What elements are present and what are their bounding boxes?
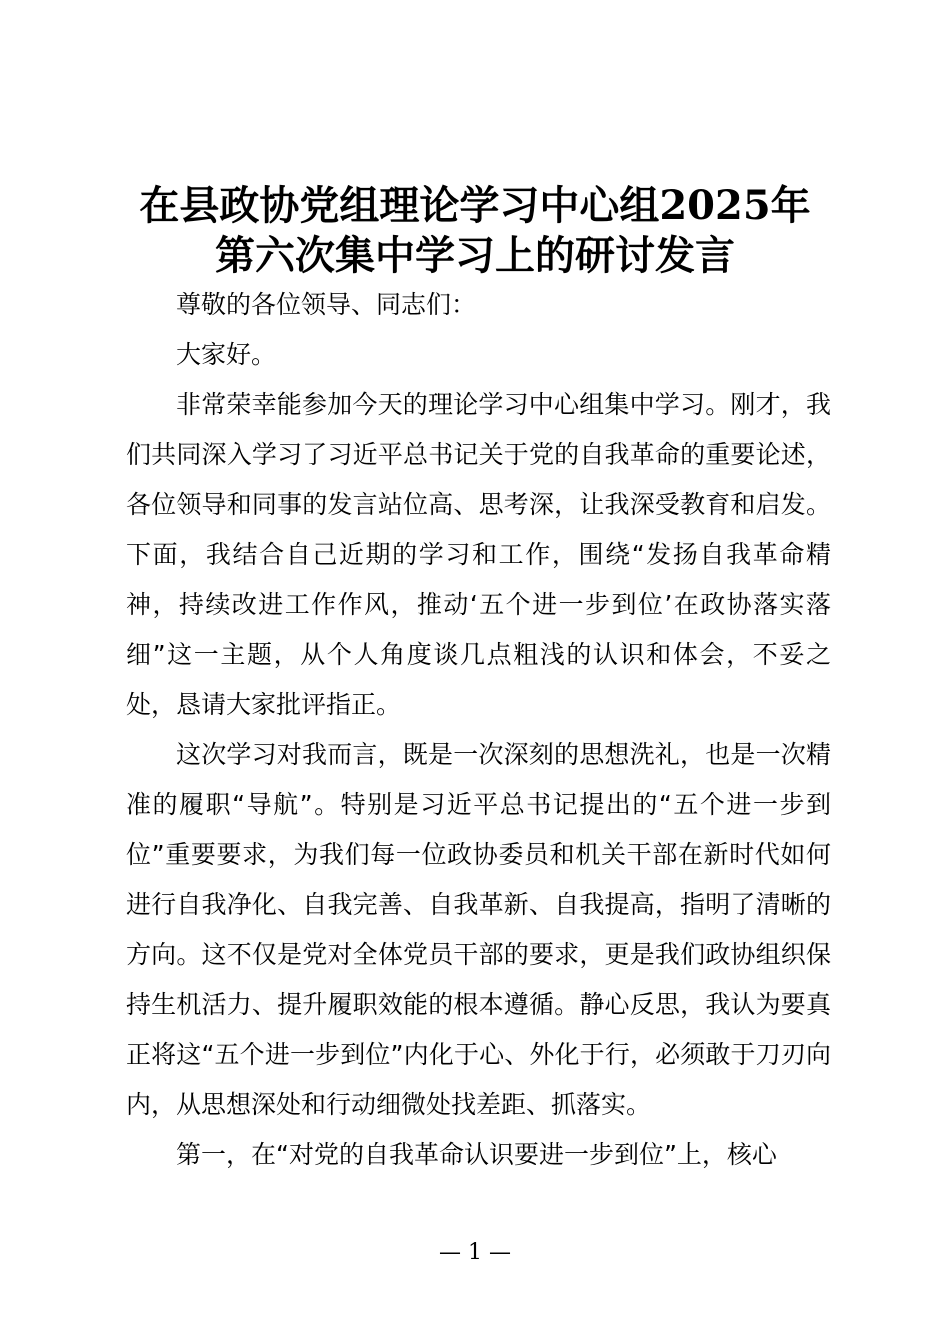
salutation-paragraph: 尊敬的各位领导、同志们： bbox=[176, 290, 477, 319]
reflection-paragraph: 这次学习对我而言，既是一次深刻的思想洗礼，也是一次精准的履职“导航”。特别是习近平总书记提出的“五个进一步到位”重要要求，为我们每一位政协委员和机关干部在新时代如何进行自我净化、自我完善、自我革新、自我提高，指明了清晰的方向。这不仅是党对全体党员干部的要求，更是我们政协组织保持生机活力、提升履职效能的根本遵循。静心反思，我认为要真正将这“五个进一步到位”内化于心、外化于行，必须敢于刀刃向内，从思想深处和行动细微处找差距、抓落实。 bbox=[126, 740, 831, 1119]
greeting-paragraph: 大家好。 bbox=[176, 340, 277, 369]
document-title-line-2: 第六次集中学习上的研讨发言 bbox=[215, 232, 735, 279]
point-one-paragraph: 第一，在“对党的自我革命认识要进一步到位”上，核心 bbox=[176, 1140, 777, 1169]
document-body bbox=[126, 280, 831, 1180]
intro-paragraph: 非常荣幸能参加今天的理论学习中心组集中学习。刚才，我们共同深入学习了习近平总书记关于党的自我革命的重要论述，各位领导和同事的发言站位高、思考深，让我深受教育和启发。下面，我结合自己近期的学习和工作，围绕“发扬自我革命精神，持续改进工作作风，推动‘五个进一步到位’在政协落实落细”这一主题，从个人角度谈几点粗浅的认识和体会，不妥之处，恳请大家批评指正。 bbox=[126, 390, 831, 719]
page-number: — 1 — bbox=[439, 1240, 511, 1265]
document-title-line-1: 在县政协党组理论学习中心组2025年 bbox=[139, 182, 811, 229]
